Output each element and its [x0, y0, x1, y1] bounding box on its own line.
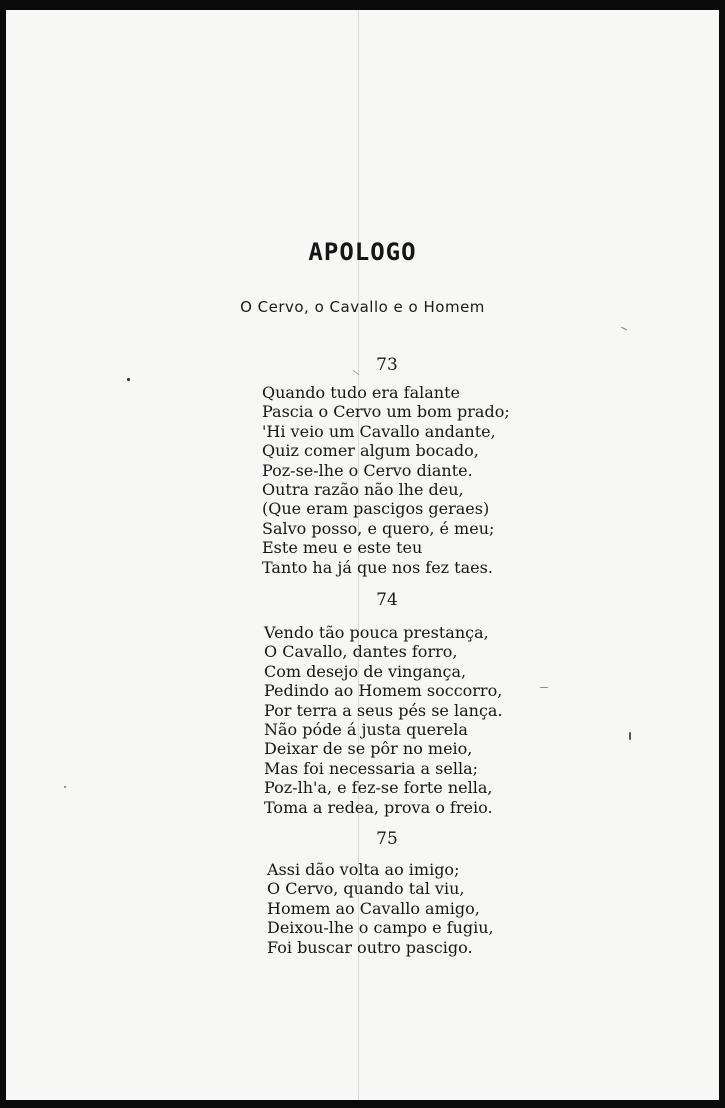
verse-line: Poz-lh'a, e fez-se forte nella,	[264, 778, 493, 798]
verse-line: Por terra a seus pés se lança.	[264, 700, 503, 720]
verse-line: Poz-se-lhe o Cervo diante.	[262, 460, 473, 480]
verse-line: Tanto ha já que nos fez taes.	[262, 557, 493, 577]
stanza-number-74: 74	[376, 590, 398, 610]
book-page	[6, 10, 719, 1100]
verse-line: Salvo posso, e quero, é meu;	[262, 518, 495, 538]
verse-line: 'Hi veio um Cavallo andante,	[262, 421, 496, 441]
stanza-74	[264, 623, 503, 817]
poem-subtitle: O Cervo, o Cavallo e o Homem	[240, 298, 485, 316]
print-speck	[629, 732, 631, 740]
verse-line: Não póde á justa querela	[264, 720, 468, 740]
print-speck	[540, 687, 548, 688]
verse-line: O Cavallo, dantes forro,	[264, 642, 458, 662]
verse-line: Vendo tão pouca prestança,	[264, 623, 489, 642]
verse-line: O Cervo, quando tal viu,	[267, 879, 465, 899]
verse-line: Deixar de se pôr no meio,	[264, 739, 473, 759]
verse-line: Quando tudo era falante	[262, 383, 460, 402]
verse-line: Pedindo ao Homem soccorro,	[264, 681, 503, 701]
stanza-75	[267, 860, 494, 957]
verse-line: (Que eram pascigos geraes)	[262, 499, 490, 519]
verse-line: Outra razão não lhe deu,	[262, 480, 464, 500]
verse-line: Toma a redea, prova o freio.	[264, 797, 493, 817]
stanza-number-73: 73	[376, 355, 398, 375]
verse-line: Quiz comer algum bocado,	[262, 441, 479, 461]
verse-line: Homem ao Cavallo amigo,	[267, 898, 480, 918]
verse-line: Este meu e este teu	[262, 538, 423, 558]
poem-title: APOLOGO	[308, 238, 417, 266]
stanza-73	[262, 383, 510, 577]
verse-line: Foi buscar outro pascigo.	[267, 937, 473, 957]
stanza-number-75: 75	[376, 829, 398, 849]
verse-line: Mas foi necessaria a sella;	[264, 758, 478, 778]
print-speck	[621, 327, 627, 330]
verse-line: Deixou-lhe o campo e fugiu,	[267, 918, 494, 938]
verse-line: Com desejo de vingança,	[264, 661, 467, 681]
verse-line: Assi dão volta ao imigo;	[267, 860, 460, 879]
print-speck	[127, 378, 130, 381]
print-speck	[64, 786, 66, 788]
verse-line: Pascia o Cervo um bom prado;	[262, 402, 510, 422]
